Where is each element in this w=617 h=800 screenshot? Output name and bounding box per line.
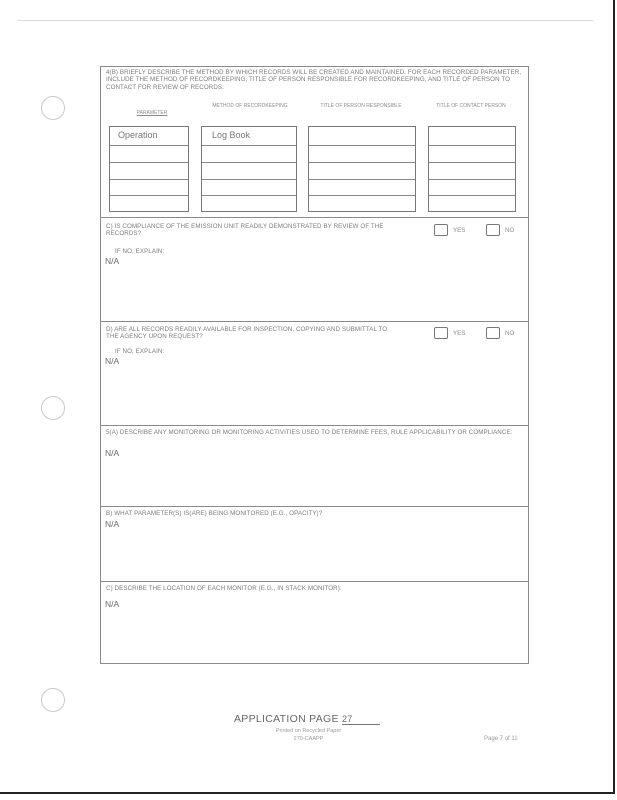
cell-method-1[interactable]: Log Book <box>212 130 251 140</box>
section-c <box>101 217 528 318</box>
section-c-yes-option[interactable] <box>434 224 465 236</box>
section-d-question: D) ARE ALL RECORDS READILY AVAILABLE FOR INSPECTION, COPYING AND SUBMITTAL TO THE AGENCY UPON REQUEST? <box>106 326 388 341</box>
section-c-explain-label: IF NO, EXPLAIN: <box>115 248 165 255</box>
section-d <box>101 321 528 426</box>
footer-printed: Printed on Recycled Paper <box>275 728 342 734</box>
punch-hole-middle <box>41 396 65 420</box>
page-count: Page 7 of 11 <box>484 736 518 742</box>
yes-label: YES <box>453 226 466 234</box>
no-checkbox[interactable] <box>486 224 500 236</box>
section-5a-question: 5(A) DESCRIBE ANY MONITORING OR MONITORING ACTIVITIES USED TO DETERMINE FEES, RULE APPLICABILITY OR COMPLIANCE: <box>106 429 513 436</box>
footer-page-number: 27 <box>342 714 380 725</box>
column-method <box>201 126 297 212</box>
column-responsible <box>308 126 416 212</box>
column-header-method: METHOD OF RECORDKEEPING <box>212 103 288 109</box>
no-label: NO <box>505 226 515 234</box>
section-5a <box>101 425 528 506</box>
section-d-yes-option[interactable] <box>434 327 465 339</box>
section-5c-question: C) DESCRIBE THE LOCATION OF EACH MONITOR (E.G., IN STACK MONITOR): <box>106 585 342 592</box>
section-d-answer[interactable]: N/A <box>105 356 120 366</box>
section-c-question: C) IS COMPLIANCE OF THE EMISSION UNIT READILY DEMONSTRATED BY REVIEW OF THE RECORDS? <box>106 223 384 238</box>
section-c-answer[interactable]: N/A <box>105 256 120 266</box>
yes-checkbox[interactable] <box>434 327 448 339</box>
top-rule <box>18 20 593 21</box>
section-d-no-option[interactable] <box>486 327 514 339</box>
cell-parameter-1[interactable]: Operation <box>118 130 158 140</box>
section-5a-answer[interactable]: N/A <box>105 448 120 458</box>
punch-hole-bottom <box>41 688 65 712</box>
section-5b-question: B) WHAT PARAMETER(S) IS(ARE) BEING MONITORED (E.G., OPACITY)? <box>106 510 323 517</box>
section-5b <box>101 506 528 591</box>
application-page-footer <box>234 713 380 725</box>
column-header-parameter: PARAMETER <box>136 110 168 116</box>
punch-hole-top <box>41 96 65 120</box>
column-contact <box>428 126 516 212</box>
records-form <box>100 66 529 664</box>
column-header-responsible: TITLE OF PERSON RESPONSIBLE <box>320 103 402 109</box>
footer-title: APPLICATION PAGE <box>234 713 339 725</box>
section-4b-question: 4(B) BRIEFLY DESCRIBE THE METHOD BY WHICH RECORDS WILL BE CREATED AND MAINTAINED. FOR EACH RECORDED PARAMETER, INCLUDE THE METHOD OF RECORDKEEPING, TITLE OF PERSON RESPONSIBLE FOR RECORDKEEPING, AND TITLE OF PERSON TO CONTACT FOR REVIEW OF RECORDS: <box>106 69 522 91</box>
section-c-no-option[interactable] <box>486 224 514 236</box>
section-5c-answer[interactable]: N/A <box>105 599 120 609</box>
column-parameter <box>109 126 189 212</box>
column-header-contact: TITLE OF CONTACT PERSON <box>436 103 506 109</box>
yes-label: YES <box>453 329 466 337</box>
footer-form-id: 270-CAAPP <box>293 736 324 742</box>
no-checkbox[interactable] <box>486 327 500 339</box>
section-d-explain-label: IF NO, EXPLAIN: <box>115 348 165 355</box>
section-5b-answer[interactable]: N/A <box>105 519 120 529</box>
section-5c <box>101 581 528 664</box>
yes-checkbox[interactable] <box>434 224 448 236</box>
no-label: NO <box>505 329 515 337</box>
